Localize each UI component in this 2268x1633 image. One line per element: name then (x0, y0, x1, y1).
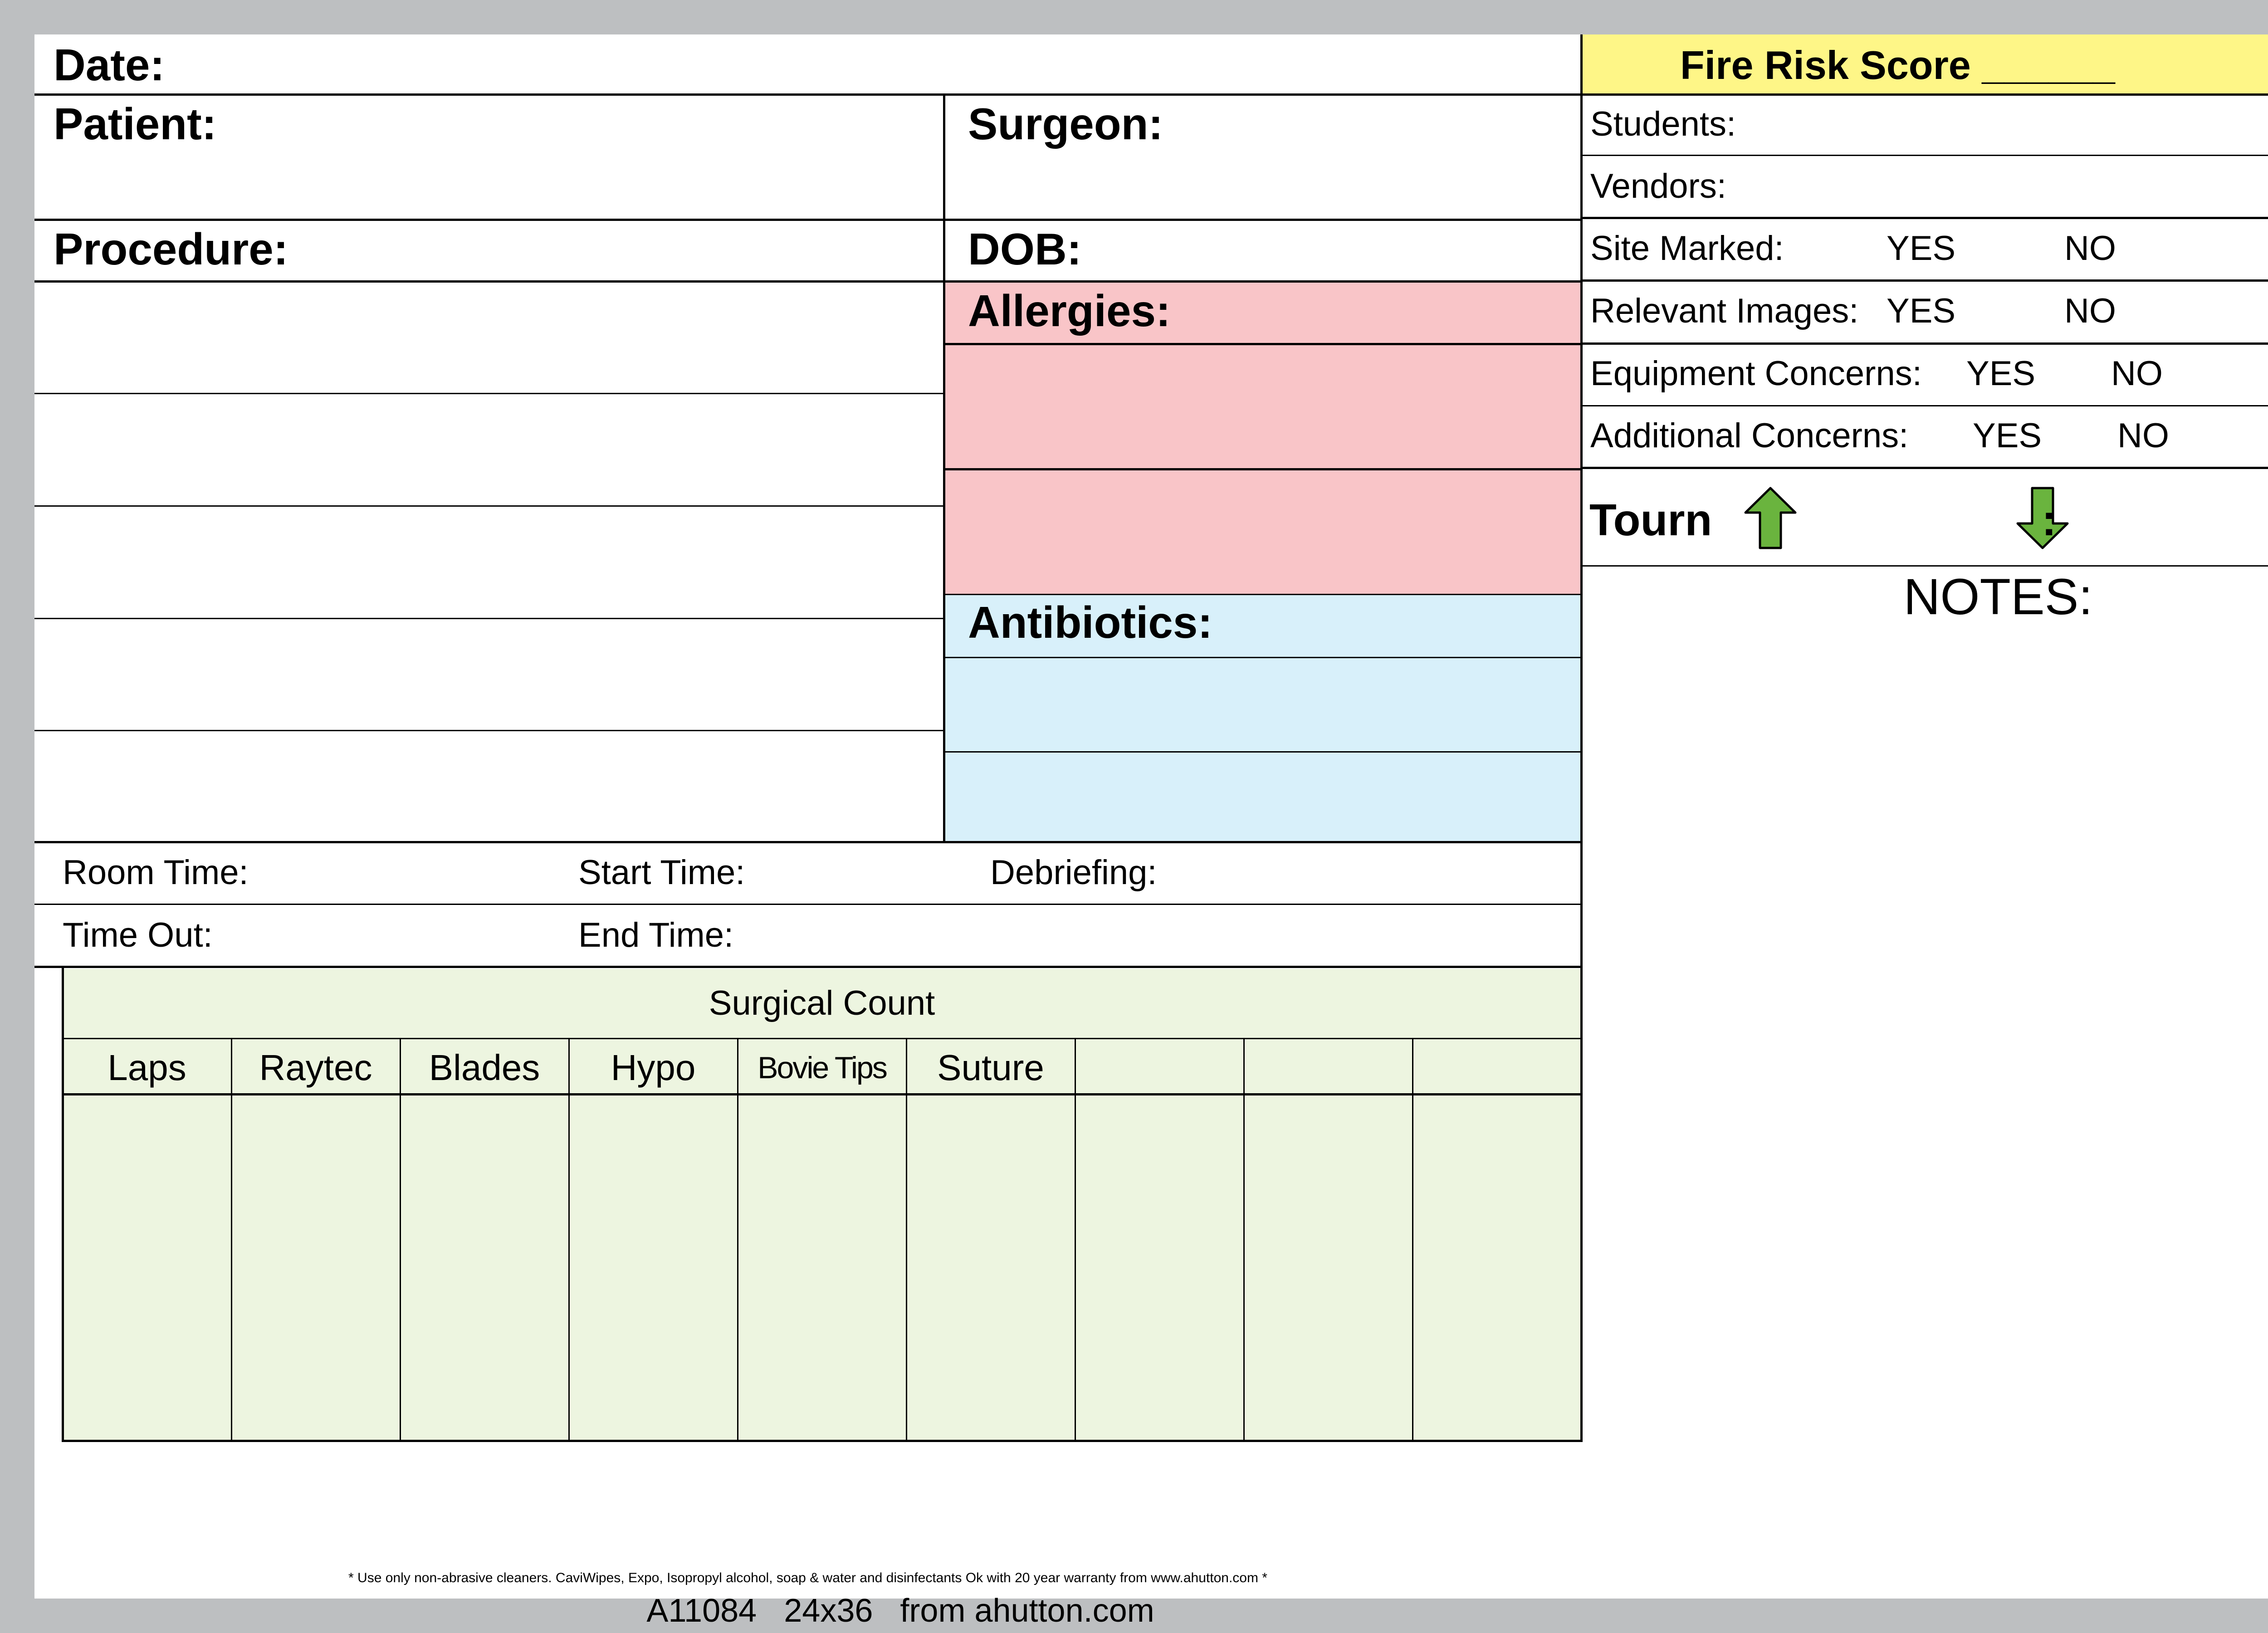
divider (62, 1440, 1583, 1442)
count-column-header: Suture (937, 1047, 1044, 1088)
procedure-line (34, 393, 944, 394)
divider (1581, 217, 2268, 219)
divider (944, 594, 1581, 595)
divider (34, 93, 2268, 96)
tourn-label: Tourn (1589, 495, 1712, 545)
divider (944, 343, 1581, 345)
count-column-divider (400, 1038, 401, 1441)
procedure-line (34, 618, 944, 619)
start-time-label: Start Time: (578, 853, 745, 892)
divider (944, 751, 1581, 753)
vendors-label: Vendors: (1590, 167, 1726, 205)
surgical-count-area (63, 969, 1581, 1441)
whiteboard (34, 34, 2268, 1599)
divider (34, 841, 1581, 843)
divider (34, 280, 1581, 283)
count-column-header: Raytec (259, 1047, 372, 1088)
count-column-divider (906, 1038, 907, 1441)
divider (944, 657, 1581, 658)
product-code-line: A11084 24x36 from ahutton.com (646, 1593, 1154, 1629)
patient-label: Patient: (54, 99, 217, 149)
divider (944, 468, 1581, 470)
surgeon-label: Surgeon: (968, 99, 1163, 149)
tourn-colon: : (2042, 495, 2057, 545)
room-time-label: Room Time: (63, 853, 249, 892)
divider (34, 966, 1581, 968)
count-column-divider (1243, 1038, 1245, 1441)
additional-concerns-yes[interactable]: YES (1973, 416, 2042, 455)
fire-risk-score-label: Fire Risk Score ______ (1680, 43, 2115, 88)
count-column-divider (1075, 1038, 1076, 1441)
debriefing-label: Debriefing: (990, 853, 1157, 892)
dob-label: DOB: (968, 224, 1082, 274)
procedure-line (34, 505, 944, 507)
divider (34, 219, 1581, 221)
end-time-label: End Time: (578, 916, 734, 954)
antibiotics-label: Antibiotics: (968, 597, 1212, 647)
count-column-header: Hypo (611, 1047, 696, 1088)
relevant-images-yes[interactable]: YES (1887, 292, 1956, 330)
divider (63, 1038, 1581, 1039)
allergies-label: Allergies: (968, 286, 1171, 336)
surgical-count-title: Surgical Count (709, 984, 935, 1022)
divider (63, 1093, 1581, 1095)
count-column-divider (1412, 1038, 1413, 1441)
time-out-label: Time Out: (63, 916, 213, 954)
site-marked-no[interactable]: NO (2064, 229, 2116, 268)
count-column-divider (568, 1038, 570, 1441)
divider (1580, 34, 1583, 1441)
divider (1581, 405, 2268, 406)
divider (1581, 467, 2268, 469)
relevant-images-label: Relevant Images: (1590, 292, 1859, 330)
count-column-header: Blades (429, 1047, 540, 1088)
notes-label: NOTES: (1903, 568, 2093, 625)
procedure-label: Procedure: (54, 224, 288, 274)
site-marked-label: Site Marked: (1590, 229, 1784, 268)
count-column-header: Bovie Tips (758, 1051, 886, 1085)
equipment-concerns-no[interactable]: NO (2111, 354, 2163, 393)
divider (1581, 279, 2268, 282)
date-label: Date: (54, 40, 165, 90)
additional-concerns-label: Additional Concerns: (1590, 416, 1909, 455)
relevant-images-no[interactable]: NO (2064, 292, 2116, 330)
site-marked-yes[interactable]: YES (1887, 229, 1956, 268)
divider (1581, 342, 2268, 345)
count-column-header: Laps (108, 1047, 186, 1088)
equipment-concerns-yes[interactable]: YES (1966, 354, 2036, 393)
count-column-divider (231, 1038, 232, 1441)
count-column-divider (737, 1038, 738, 1441)
procedure-line (34, 730, 944, 731)
divider (34, 904, 1581, 905)
cleaning-disclaimer: * Use only non-abrasive cleaners. CaviWipes, Expo, Isopropyl alcohol, soap & water and disinfectants Ok with 20 year warranty from www.ahutton.com * (348, 1570, 1267, 1585)
divider (1581, 155, 2268, 156)
students-label: Students: (1590, 105, 1736, 143)
arrow-up-icon (1744, 486, 1797, 550)
equipment-concerns-label: Equipment Concerns: (1590, 354, 1922, 393)
divider (1581, 565, 2268, 567)
divider (62, 966, 64, 1442)
additional-concerns-no[interactable]: NO (2117, 416, 2169, 455)
